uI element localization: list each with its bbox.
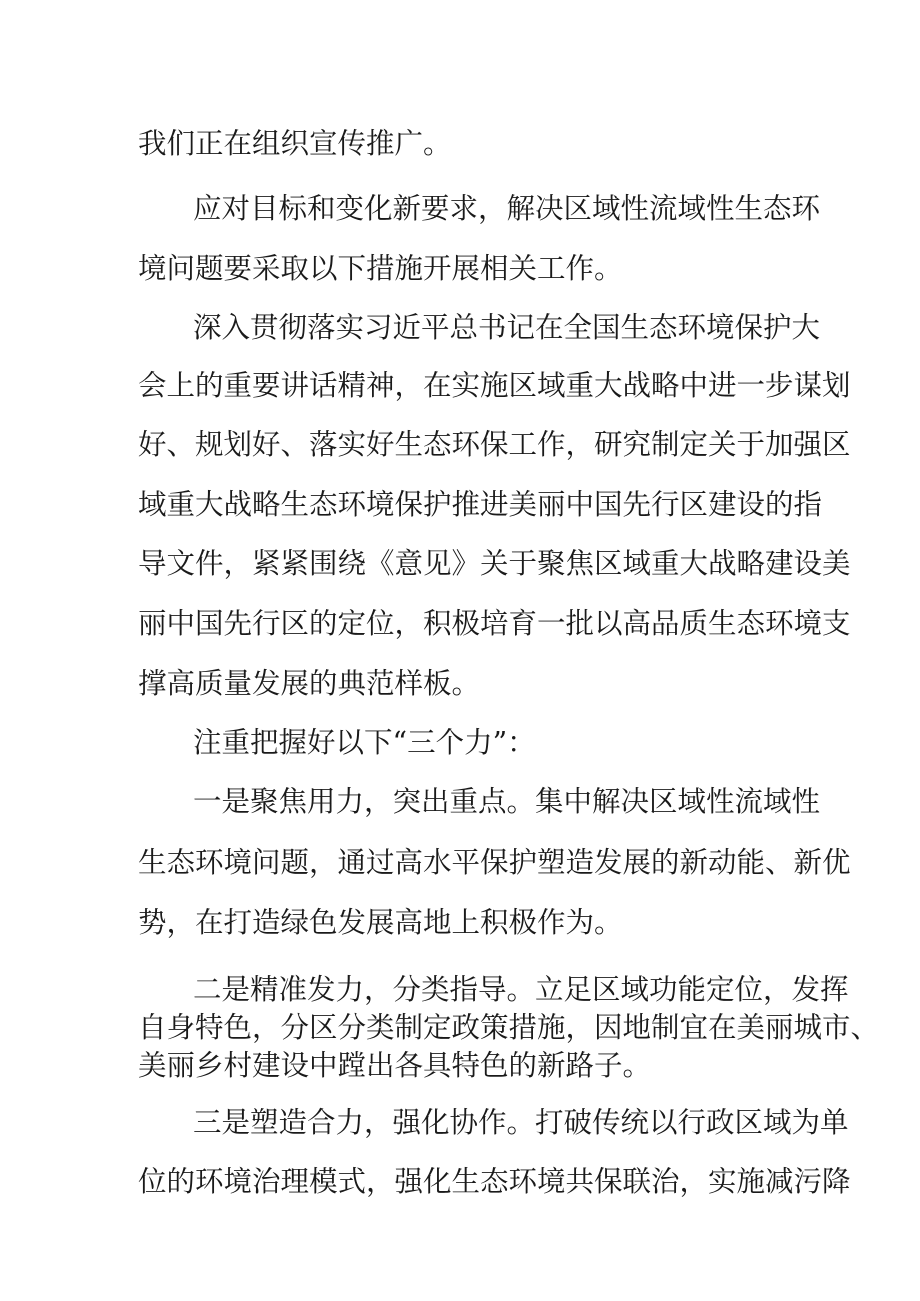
paragraph-3-line-3: 好、规划好、落实好生态环保工作，研究制定关于加强区 [138,428,851,461]
paragraph-5-line-3: 势，在打造绿色发展高地上积极作为。 [138,906,623,939]
paragraph-3-line-1: 深入贯彻落实习近平总书记在全国生态环境保护大 [193,311,821,344]
paragraph-4-line-1: 注重把握好以下“三个力”： [193,726,536,759]
paragraph-6-line-3: 美丽乡村建设中蹚出各具特色的新路子。 [138,1049,652,1082]
paragraph-3-line-7: 撑高质量发展的典范样板。 [138,667,481,700]
paragraph-3-line-4: 域重大战略生态环境保护推进美丽中国先行区建设的指 [138,488,823,521]
paragraph-3-line-2: 会上的重要讲话精神，在实施区域重大战略中进一步谋划 [138,369,851,402]
paragraph-3-line-6: 丽中国先行区的定位，积极培育一批以高品质生态环境支 [138,607,851,640]
paragraph-5-line-2: 生态环境问题，通过高水平保护塑造发展的新动能、新优 [138,846,851,879]
paragraph-6-line-1: 二是精准发力，分类指导。立足区域功能定位，发挥 [193,973,849,1006]
paragraph-2-line-2: 境问题要采取以下措施开展相关工作。 [138,252,623,285]
paragraph-7-line-1: 三是塑造合力，强化协作。打破传统以行政区域为单 [193,1106,849,1139]
paragraph-3-line-5: 导文件，紧紧围绕《意见》关于聚焦区域重大战略建设美 [138,547,851,580]
paragraph-7-line-2: 位的环境治理模式，强化生态环境共保联治，实施减污降 [138,1165,851,1198]
paragraph-6-line-2: 自身特色，分区分类制定政策措施，因地制宜在美丽城市、 [138,1011,880,1044]
paragraph-2-line-1: 应对目标和变化新要求，解决区域性流域性生态环 [193,192,821,225]
paragraph-5-line-1: 一是聚焦用力，突出重点。集中解决区域性流域性 [193,785,821,818]
text-line-1: 我们正在组织宣传推广。 [138,127,452,160]
